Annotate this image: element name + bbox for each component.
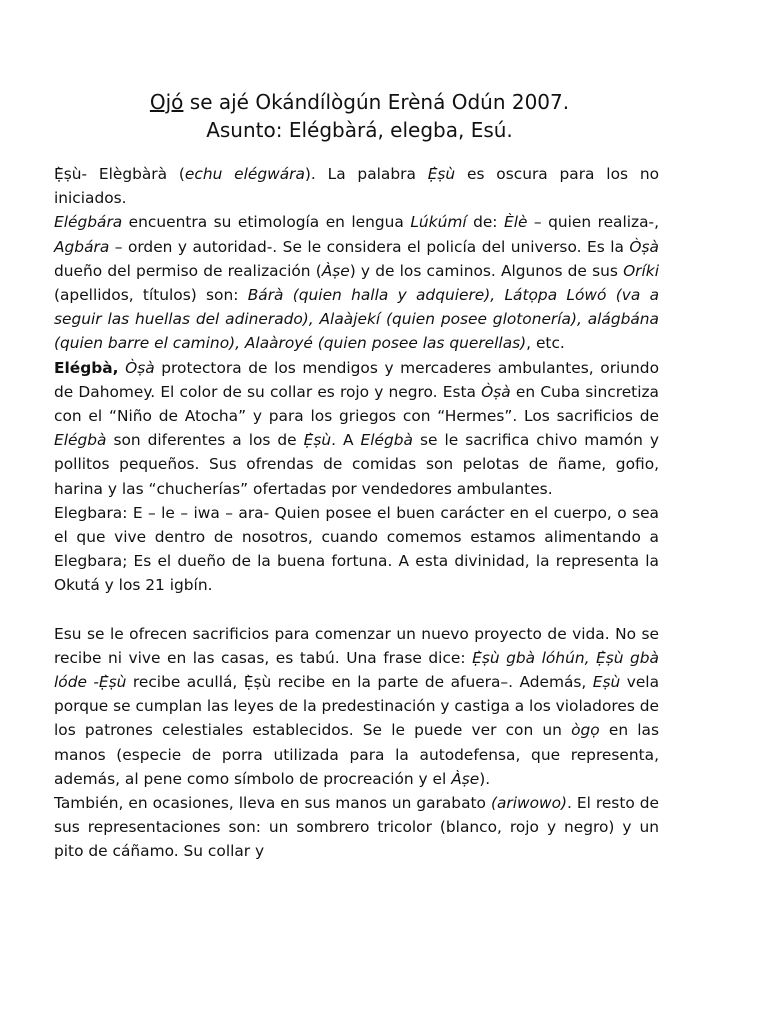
text-run: se le sacrifica chivo mamón y pollitos pequeños. Sus ofrendas de comidas son pelotas de ñame, gofio, harina y las “chucherías” ofertadas por vendedores ambulantes. [54, 431, 659, 498]
italic-text-run: Àṣe [321, 261, 350, 280]
text-run: , etc. [526, 334, 565, 353]
italic-text-run: Bárà (quien halla y adquiere), Látọpa Lówó (va a seguir las huellas del adinerado), Alaàjekí (quien posee glotonería), alágbána (quien barre el camino), Alaàroyé (quien posee las querellas) [54, 286, 660, 353]
italic-text-run: Eṣù [592, 673, 621, 692]
italic-text-run: Èlè [503, 213, 528, 232]
paragraph [54, 791, 659, 864]
italic-text-run: (ariwowo) [490, 794, 567, 813]
text-run: ) y de los caminos. Algunos de sus [349, 261, 624, 280]
title-line-1-rest: se ajé Okándílògún Erèná Odún 2007. [183, 90, 570, 114]
title-first-word: Ojó [149, 90, 184, 114]
text-run: Ẹ̀ṣù- Elègbàrà ( [54, 165, 185, 183]
title-line-2: Asunto: Elégbàrá, elegba, Esú. [206, 118, 513, 142]
text-run: en las manos (especie de porra utilizada para la autodefensa, que representa, además, al pene como símbolo de procreación y el [54, 721, 659, 788]
text-run: en Cuba sincretiza con el “Niño de Atocha” y para los griegos con “Hermes”. Los sacrificios de [54, 382, 659, 426]
italic-text-run: Elégbà [54, 431, 107, 450]
document-page [54, 88, 659, 864]
document-body [54, 162, 659, 864]
paragraph [54, 501, 659, 598]
text-run: Elegbara: E – le – iwa – ara- Quien posee el buen carácter en el cuerpo, o sea el que vive dentro de nosotros, cuando comemos estamos alimentando a Elegbara; Es el dueño de la buena fortuna. A esta divinidad, la representa la Okutá y los 21 igbín. [54, 503, 659, 595]
text-run: Esu se le ofrecen sacrificios para comenzar un nuevo proyecto de vida. No se recibe ni vive en las casas, es tabú. Una frase dice: [54, 624, 659, 667]
italic-text-run: Ẹ̀ṣù [427, 165, 456, 183]
text-run: . El resto de sus representaciones son: un sombrero tricolor (blanco, rojo y negro) y un pito de cáñamo. Su collar y [54, 794, 659, 861]
text-run: – quien realiza-, [527, 213, 659, 232]
text-run: son diferentes a los de [106, 431, 304, 450]
document-title [60, 88, 659, 144]
text-run: ). [479, 769, 491, 788]
italic-text-run: Elégbára [54, 213, 123, 232]
italic-text-run: Òṣà [125, 358, 155, 377]
italic-text-run: ògọ [571, 721, 600, 740]
title-line-1 [60, 88, 659, 116]
text-run: protectora de los mendigos y mercaderes ambulantes, oriundo de Dahomey. El color de su collar es rojo y negro. Esta [54, 358, 659, 401]
italic-text-run: Ẹ̀ṣù gbà lóhún, Ẹ̀ṣù gbà lóde -Ẹ̀ṣù [54, 648, 659, 692]
paragraph [54, 162, 659, 210]
text-run: encuentra su etimología en lengua [122, 213, 411, 232]
italic-text-run: Àṣe [451, 769, 480, 788]
text-run: dueño del permiso de realización ( [54, 261, 322, 280]
text-run: ). La palabra [304, 165, 428, 183]
text-run: vela porque se cumplan las leyes de la predestinación y castiga a los violadores de los patrones celestiales establecidos. Se le puede ver con un [54, 673, 660, 740]
italic-text-run: Òṣà [629, 237, 659, 256]
italic-text-run: Elégbà [360, 431, 413, 450]
italic-text-run: Òṣà [481, 382, 511, 401]
italic-text-run: Lúkúmí [410, 213, 467, 232]
bold-text-run: Elégbà, [54, 358, 119, 377]
italic-text-run: Ẹ̀ṣù [303, 431, 332, 450]
italic-text-run: echu elégwára [184, 165, 305, 183]
text-run: recibe acullá, Ẹ̀ṣù recibe en la parte de afuera–. Además, [126, 673, 593, 692]
text-run: de: [466, 213, 504, 232]
paragraph-gap [54, 598, 659, 622]
text-run: (apellidos, títulos) son: [54, 286, 248, 305]
paragraph [54, 356, 659, 501]
italic-text-run: Oríki [623, 261, 659, 280]
text-run: También, en ocasiones, lleva en sus manos un garabato [54, 794, 491, 813]
text-run: – orden y autoridad-. Se le considera el policía del universo. Es la [109, 237, 630, 256]
italic-text-run: Agbára [54, 237, 110, 256]
text-run: es oscura para los no iniciados. [54, 165, 659, 208]
paragraph [54, 622, 659, 791]
text-run: . A [331, 431, 361, 450]
paragraph [54, 210, 659, 355]
